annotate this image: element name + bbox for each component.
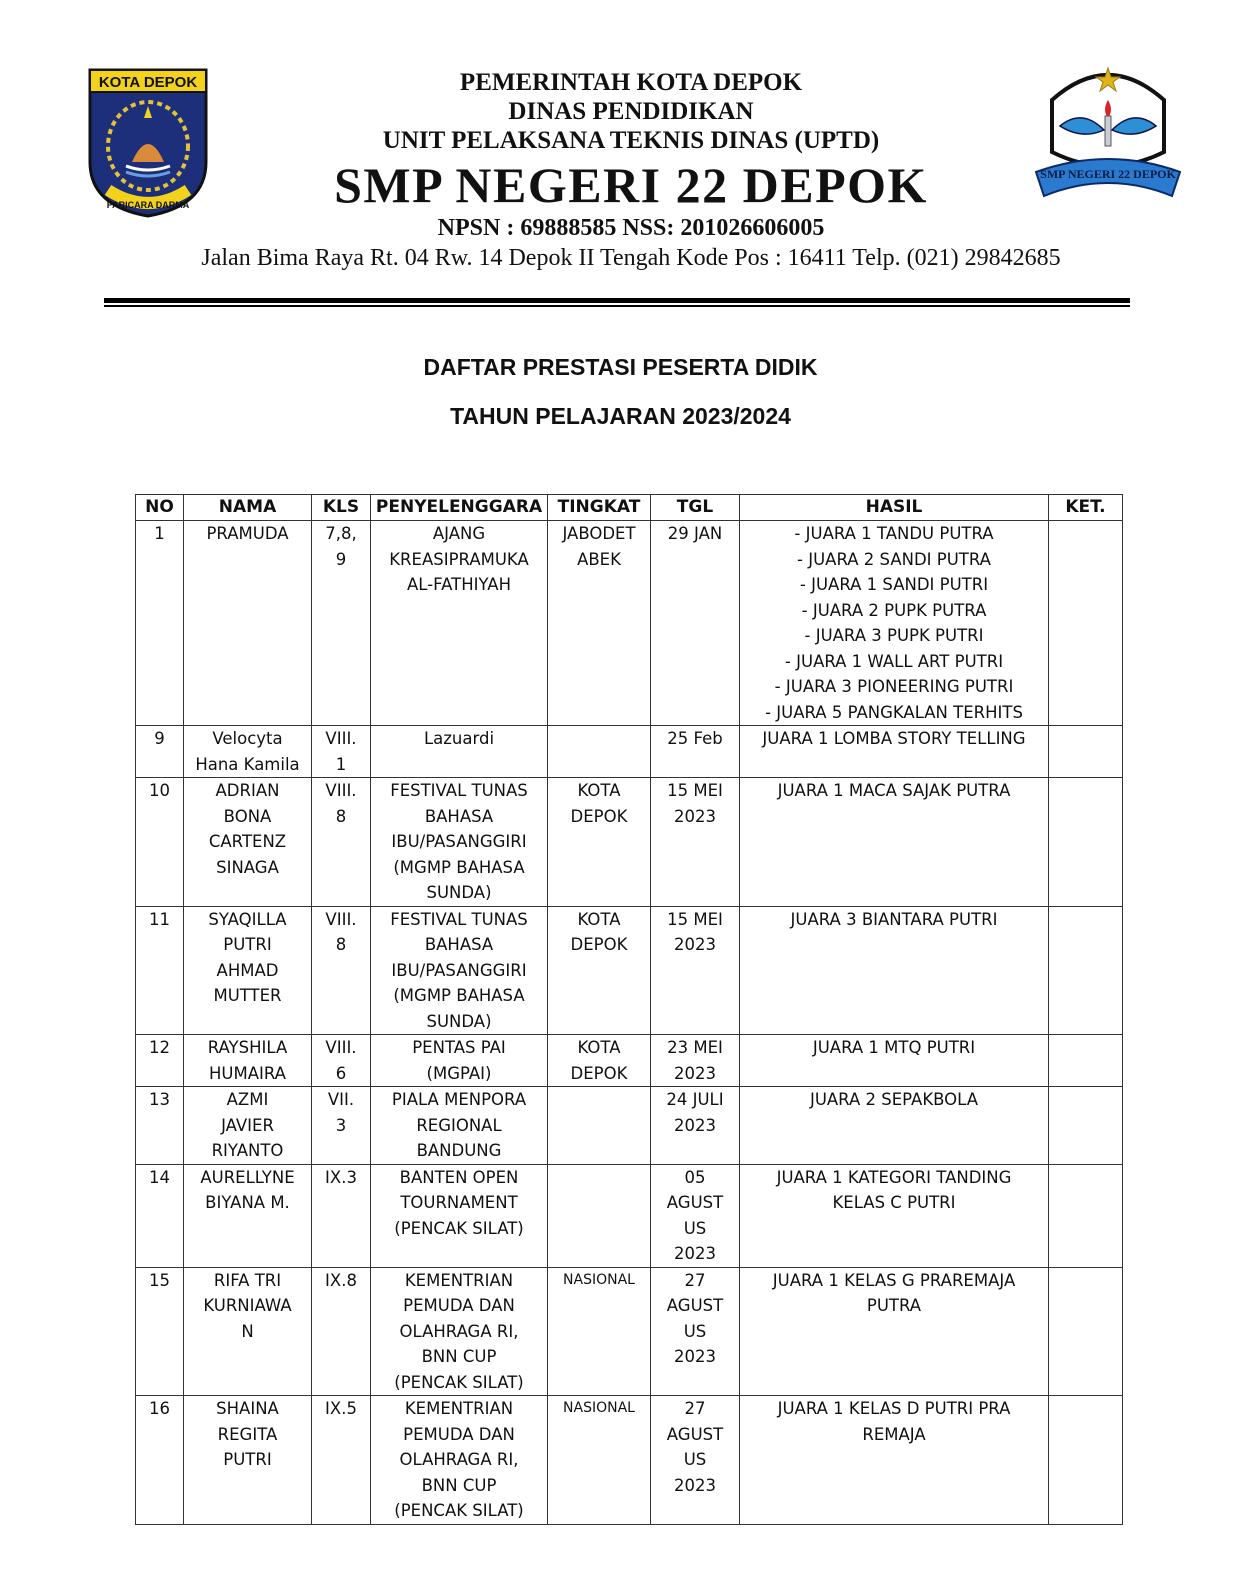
cell-ket: [1049, 726, 1123, 778]
hasil-item: - JUARA 1 TANDU PUTRA: [743, 521, 1045, 547]
cell-tgl: 15 MEI 2023: [651, 906, 740, 1035]
cell-hasil: JUARA 2 SEPAKBOLA: [740, 1087, 1049, 1165]
cell-nama: RIFA TRI KURNIAWA N: [184, 1267, 312, 1396]
hasil-item: - JUARA 3 PIONEERING PUTRI: [743, 674, 1045, 700]
cell-hasil: JUARA 1 LOMBA STORY TELLING: [740, 726, 1049, 778]
cell-no: 10: [136, 778, 184, 907]
cell-tingkat: [548, 726, 651, 778]
cell-penyelenggara: KEMENTRIAN PEMUDA DAN OLAHRAGA RI, BNN CUP (PENCAK SILAT): [371, 1396, 548, 1525]
cell-no: 9: [136, 726, 184, 778]
cell-ket: [1049, 1035, 1123, 1087]
cell-hasil: JUARA 1 KELAS G PRAREMAJA PUTRA: [740, 1267, 1049, 1396]
cell-kls: VIII. 1: [312, 726, 371, 778]
cell-penyelenggara: PENTAS PAI (MGPAI): [371, 1035, 548, 1087]
letterhead-divider-thick: [104, 298, 1130, 303]
cell-tgl: 29 JAN: [651, 521, 740, 726]
header-hasil: HASIL: [740, 495, 1049, 521]
hasil-item: - JUARA 1 SANDI PUTRI: [743, 572, 1045, 598]
document-subtitle: TAHUN PELAJARAN 2023/2024: [450, 403, 791, 429]
school-name: SMP NEGERI 22 DEPOK: [334, 157, 928, 213]
cell-penyelenggara: KEMENTRIAN PEMUDA DAN OLAHRAGA RI, BNN CUP (PENCAK SILAT): [371, 1267, 548, 1396]
cell-ket: [1049, 1396, 1123, 1525]
cell-ket: [1049, 1267, 1123, 1396]
cell-tingkat: JABODET ABEK: [548, 521, 651, 726]
cell-tingkat: KOTA DEPOK: [548, 906, 651, 1035]
cell-nama: Velocyta Hana Kamila: [184, 726, 312, 778]
cell-penyelenggara: BANTEN OPEN TOURNAMENT (PENCAK SILAT): [371, 1164, 548, 1267]
logo-left-top-text: KOTA DEPOK: [98, 74, 198, 91]
cell-no: 14: [136, 1164, 184, 1267]
logo-left-bottom-text: PARICARA DARMA: [106, 200, 190, 210]
cell-nama: SYAQILLA PUTRI AHMAD MUTTER: [184, 906, 312, 1035]
table-row: [136, 906, 1123, 1035]
hasil-item: - JUARA 5 PANGKALAN TERHITS: [743, 700, 1045, 726]
letterhead-line3: UNIT PELAKSANA TEKNIS DINAS (UPTD): [382, 127, 880, 154]
cell-tingkat: NASIONAL: [548, 1267, 651, 1396]
table-row: [136, 1396, 1123, 1525]
header-tgl: TGL: [651, 495, 740, 521]
hasil-item: - JUARA 2 PUPK PUTRA: [743, 598, 1045, 624]
cell-tingkat: NASIONAL: [548, 1396, 651, 1525]
cell-tgl: 15 MEI 2023: [651, 778, 740, 907]
cell-hasil: JUARA 3 BIANTARA PUTRI: [740, 906, 1049, 1035]
cell-nama: AURELLYNE BIYANA M.: [184, 1164, 312, 1267]
cell-penyelenggara: FESTIVAL TUNAS BAHASA IBU/PASANGGIRI (MGMP BAHASA SUNDA): [371, 778, 548, 907]
cell-tingkat: KOTA DEPOK: [548, 778, 651, 907]
cell-no: 1: [136, 521, 184, 726]
table-row: [136, 1035, 1123, 1087]
cell-penyelenggara: FESTIVAL TUNAS BAHASA IBU/PASANGGIRI (MGMP BAHASA SUNDA): [371, 906, 548, 1035]
cell-nama: RAYSHILA HUMAIRA: [184, 1035, 312, 1087]
cell-tgl: 05 AGUST US 2023: [651, 1164, 740, 1267]
cell-kls: 7,8, 9: [312, 521, 371, 726]
npsn-nss: NPSN : 69888585 NSS: 201026606005: [437, 215, 825, 241]
header-nama: NAMA: [184, 495, 312, 521]
cell-tgl: 25 Feb: [651, 726, 740, 778]
header-kls: KLS: [312, 495, 371, 521]
cell-ket: [1049, 1087, 1123, 1165]
cell-tgl: 27 AGUST US 2023: [651, 1396, 740, 1525]
cell-no: 15: [136, 1267, 184, 1396]
table-row: [136, 521, 1123, 726]
header-tingkat: TINGKAT: [548, 495, 651, 521]
cell-nama: PRAMUDA: [184, 521, 312, 726]
cell-nama: SHAINA REGITA PUTRI: [184, 1396, 312, 1525]
cell-hasil: JUARA 1 KELAS D PUTRI PRA REMAJA: [740, 1396, 1049, 1525]
table-row: [136, 1164, 1123, 1267]
cell-no: 13: [136, 1087, 184, 1165]
header-penyelenggara: PENYELENGGARA: [371, 495, 548, 521]
logo-right-ribbon-text: SMP NEGERI 22 DEPOK: [1040, 167, 1176, 181]
cell-no: 16: [136, 1396, 184, 1525]
letterhead: [150, 68, 1112, 273]
cell-nama: AZMI JAVIER RIYANTO: [184, 1087, 312, 1165]
cell-tgl: 24 JULI 2023: [651, 1087, 740, 1165]
table-row: [136, 778, 1123, 907]
letterhead-divider-thin: [104, 305, 1130, 307]
cell-penyelenggara: Lazuardi: [371, 726, 548, 778]
cell-ket: [1049, 1164, 1123, 1267]
header-ket: KET.: [1049, 495, 1123, 521]
table-row: [136, 1267, 1123, 1396]
cell-kls: VIII. 8: [312, 778, 371, 907]
letterhead-line2: DINAS PENDIDIKAN: [508, 98, 754, 125]
cell-no: 11: [136, 906, 184, 1035]
hasil-item: - JUARA 3 PUPK PUTRI: [743, 623, 1045, 649]
cell-hasil: JUARA 1 MACA SAJAK PUTRA: [740, 778, 1049, 907]
header-no: NO: [136, 495, 184, 521]
cell-hasil: JUARA 1 KATEGORI TANDING KELAS C PUTRI: [740, 1164, 1049, 1267]
cell-tingkat: KOTA DEPOK: [548, 1035, 651, 1087]
table-row: [136, 726, 1123, 778]
achievement-table: [135, 494, 1123, 1525]
hasil-item: - JUARA 1 WALL ART PUTRI: [743, 649, 1045, 675]
cell-kls: VIII. 6: [312, 1035, 371, 1087]
cell-tingkat: [548, 1087, 651, 1165]
cell-tgl: 27 AGUST US 2023: [651, 1267, 740, 1396]
cell-no: 12: [136, 1035, 184, 1087]
document-title: DAFTAR PRESTASI PESERTA DIDIK: [423, 354, 818, 380]
table-header-row: [136, 495, 1123, 521]
cell-kls: IX.3: [312, 1164, 371, 1267]
cell-kls: IX.8: [312, 1267, 371, 1396]
table-row: [136, 1087, 1123, 1165]
cell-tgl: 23 MEI 2023: [651, 1035, 740, 1087]
cell-tingkat: [548, 1164, 651, 1267]
school-address: Jalan Bima Raya Rt. 04 Rw. 14 Depok II Tengah Kode Pos : 16411 Telp. (021) 29842685: [201, 245, 1061, 271]
cell-nama: ADRIAN BONA CARTENZ SINAGA: [184, 778, 312, 907]
cell-kls: IX.5: [312, 1396, 371, 1525]
cell-penyelenggara: AJANG KREASIPRAMUKA AL-FATHIYAH: [371, 521, 548, 726]
cell-kls: VIII. 8: [312, 906, 371, 1035]
cell-penyelenggara: PIALA MENPORA REGIONAL BANDUNG: [371, 1087, 548, 1165]
cell-ket: [1049, 906, 1123, 1035]
cell-hasil: JUARA 1 MTQ PUTRI: [740, 1035, 1049, 1087]
cell-ket: [1049, 521, 1123, 726]
cell-kls: VII. 3: [312, 1087, 371, 1165]
hasil-item: - JUARA 2 SANDI PUTRA: [743, 547, 1045, 573]
cell-hasil-list: [740, 521, 1049, 726]
letterhead-line1: PEMERINTAH KOTA DEPOK: [459, 69, 803, 96]
cell-ket: [1049, 778, 1123, 907]
